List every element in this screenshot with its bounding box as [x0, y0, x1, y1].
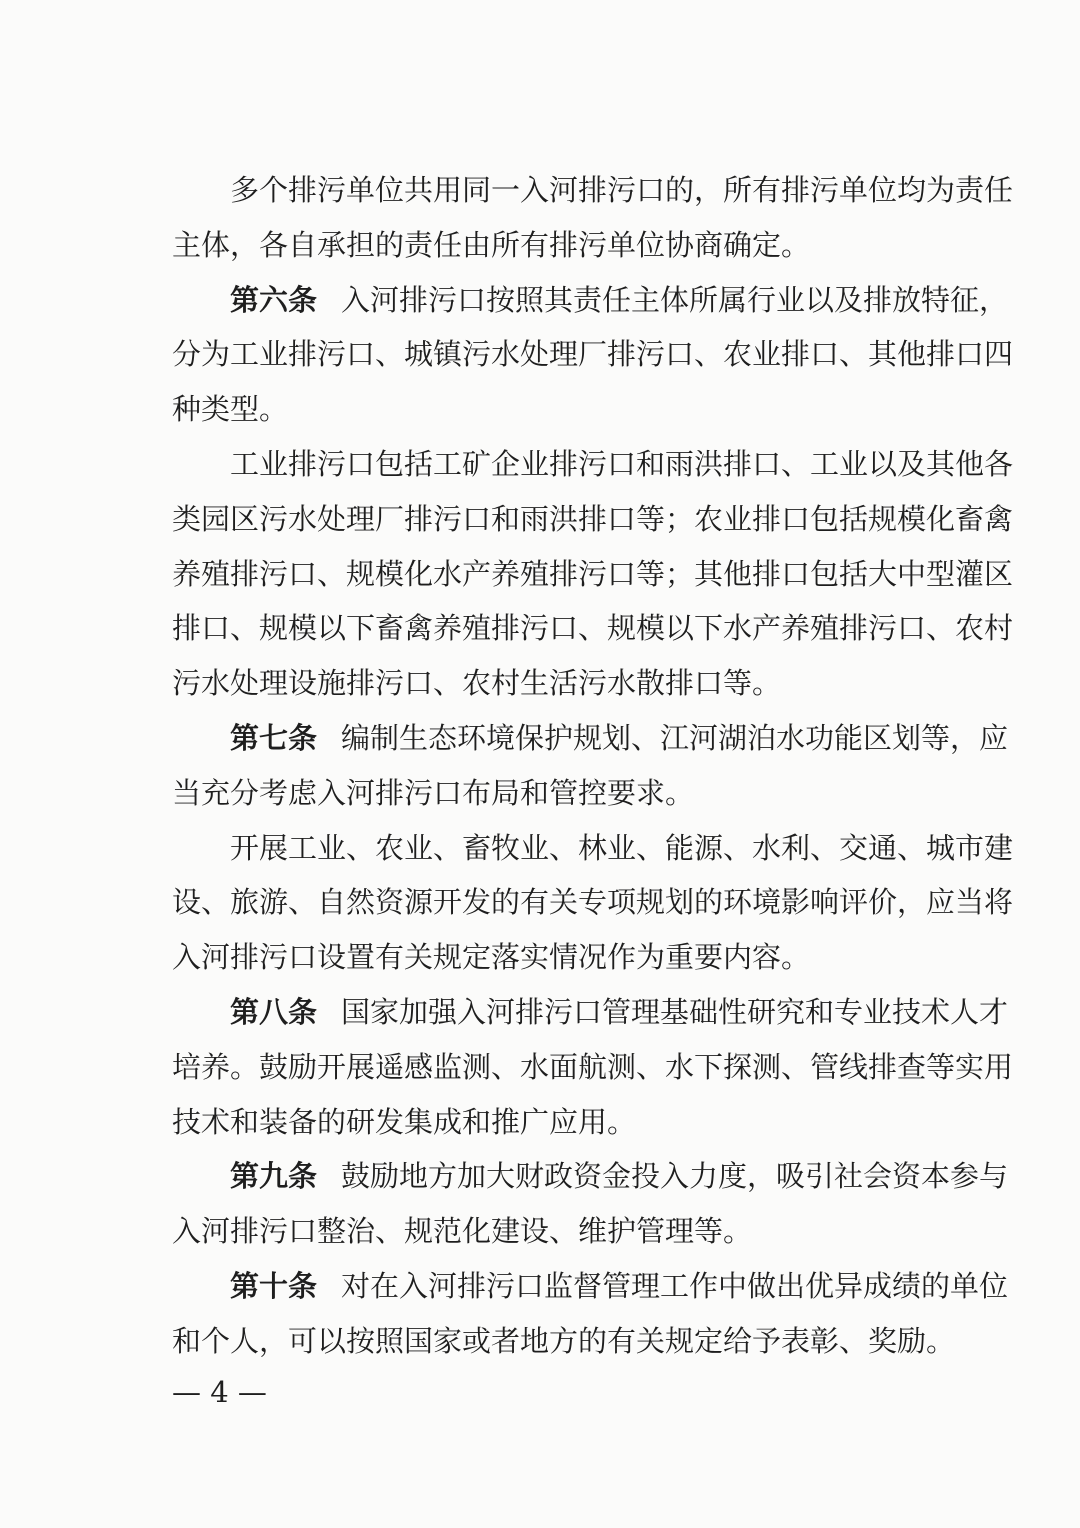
line-text: 种类型。 — [172, 392, 289, 427]
text-line — [172, 1047, 1014, 1087]
line-text: 入河排污口按照其责任主体所属行业以及排放特征， — [341, 282, 1009, 317]
line-text: 设、旅游、自然资源开发的有关专项规划的环境影响评价，应当将 — [172, 885, 1014, 920]
text-line — [172, 499, 1014, 539]
article-heading: 第八条 — [230, 995, 318, 1029]
text-line — [172, 444, 1014, 484]
text-line — [172, 170, 1014, 210]
text-line — [172, 608, 1014, 648]
article-line — [172, 718, 1009, 758]
text-line — [172, 882, 1014, 922]
line-text: 养殖排污口、规模化水产养殖排污口等；其他排口包括大中型灌区 — [172, 556, 1014, 591]
line-text: 主体，各自承担的责任由所有排污单位协商确定。 — [172, 227, 811, 262]
article-heading: 第六条 — [230, 282, 318, 317]
text-line — [172, 1211, 984, 1251]
text-line — [172, 1102, 984, 1142]
line-text: 编制生态环境保护规划、江河湖泊水功能区划等，应 — [341, 721, 1009, 755]
article-line — [172, 280, 1009, 320]
text-line — [172, 828, 1014, 868]
text-line — [172, 225, 984, 265]
line-text: 开展工业、农业、畜牧业、林业、能源、水利、交通、城市建 — [230, 830, 1014, 865]
article-heading: 第九条 — [230, 1159, 318, 1194]
line-text: 技术和装备的研发集成和推广应用。 — [172, 1104, 637, 1139]
line-text: 和个人，可以按照国家或者地方的有关规定给予表彰、奖励。 — [172, 1323, 956, 1358]
line-text: 分为工业排污口、城镇污水处理厂排污口、农业排口、其他排口四 — [172, 337, 1014, 372]
article-heading: 第七条 — [230, 721, 318, 755]
line-text: 多个排污单位共用同一入河排污口的，所有排污单位均为责任 — [230, 173, 1014, 207]
article-line — [172, 1266, 1009, 1306]
line-text: 入河排污口整治、规范化建设、维护管理等。 — [172, 1214, 753, 1249]
article-line — [172, 992, 1009, 1032]
line-text: 类园区污水处理厂排污口和雨洪排口等；农业排口包括规模化畜禽 — [172, 501, 1014, 536]
line-text: 当充分考虑入河排污口布局和管控要求。 — [172, 775, 695, 810]
text-line — [172, 663, 984, 703]
line-text: 入河排污口设置有关规定落实情况作为重要内容。 — [172, 940, 811, 975]
text-line — [172, 554, 1014, 594]
article-line — [172, 1156, 1009, 1196]
text-line — [172, 937, 984, 977]
line-text: 污水处理设施排污口、农村生活污水散排口等。 — [172, 666, 782, 701]
text-line — [172, 1321, 984, 1361]
article-heading: 第十条 — [230, 1269, 318, 1303]
line-text: 鼓励地方加大财政资金投入力度，吸引社会资本参与 — [341, 1159, 1009, 1194]
text-line — [172, 773, 984, 813]
line-text: 对在入河排污口监督管理工作中做出优异成绩的单位 — [341, 1269, 1009, 1303]
text-line — [172, 334, 1014, 374]
text-line — [172, 389, 984, 429]
line-text: 国家加强入河排污口管理基础性研究和专业技术人才 — [341, 995, 1009, 1029]
line-text: 工业排污口包括工矿企业排污口和雨洪排口、工业以及其他各 — [230, 447, 1014, 481]
page-number: — 4 — — [172, 1375, 267, 1409]
line-text: 培养。鼓励开展遥感监测、水面航测、水下探测、管线排查等实用 — [172, 1049, 1014, 1084]
line-text: 排口、规模以下畜禽养殖排污口、规模以下水产养殖排污口、农村 — [172, 611, 1014, 646]
